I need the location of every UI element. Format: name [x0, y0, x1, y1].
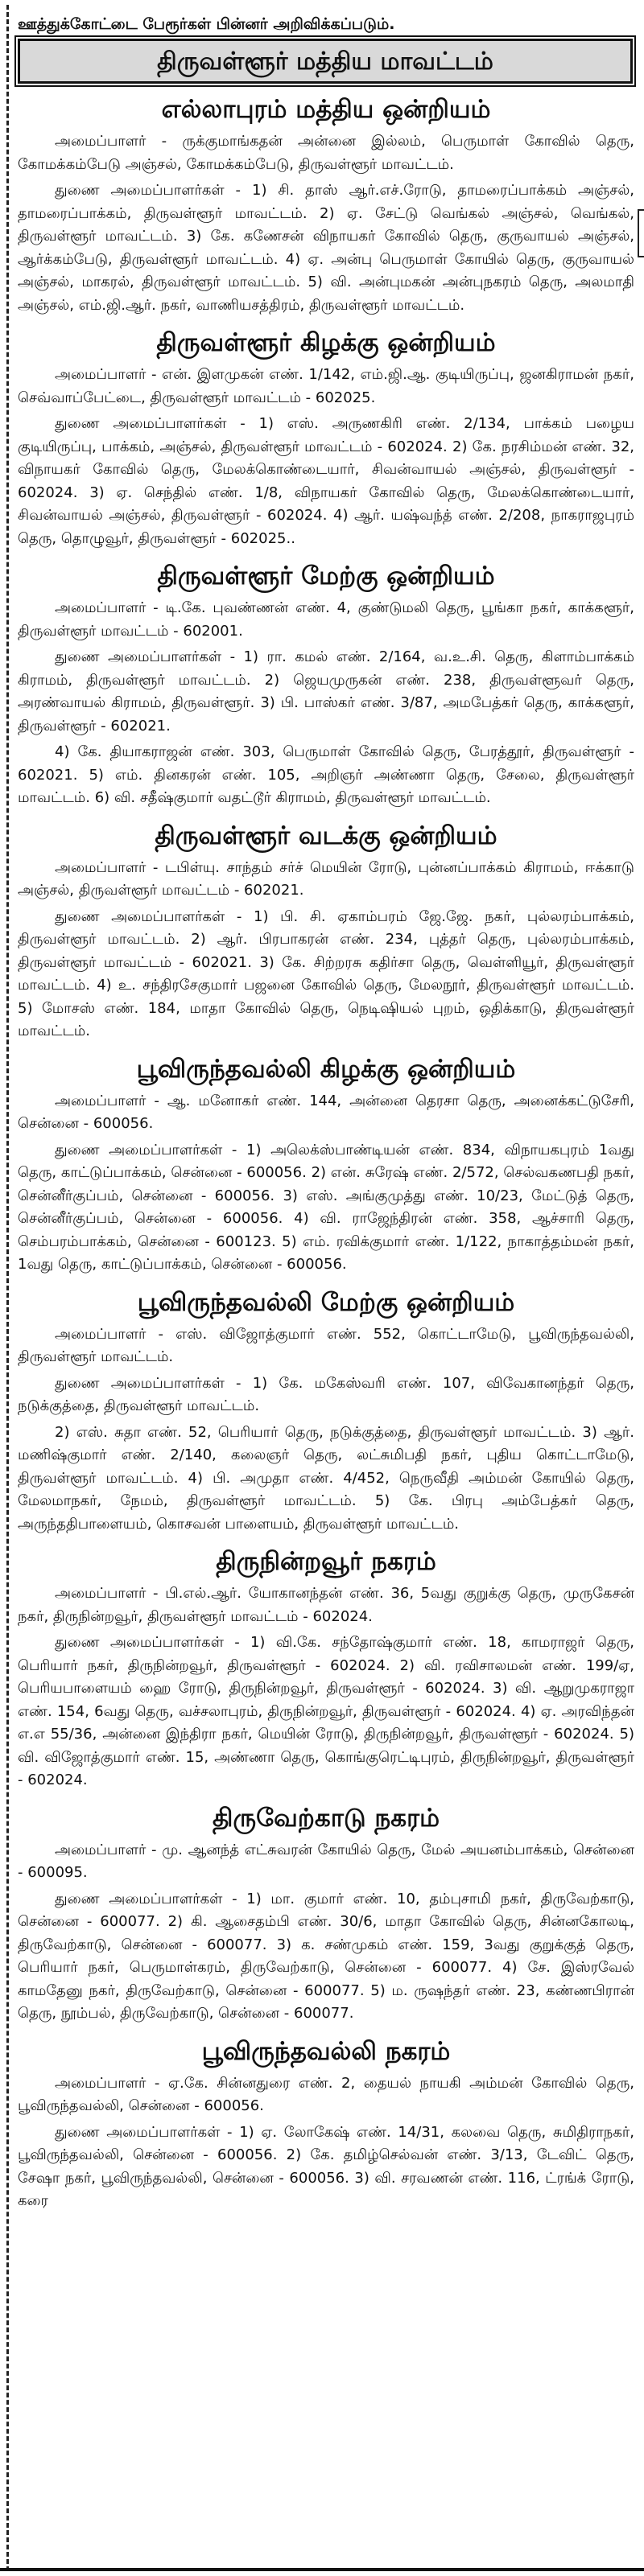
section [18, 92, 634, 317]
section-paragraph: அமைப்பாளர் - டி.கே. புவண்ணன் எண். 4, குண்டுமலி தெரு, பூங்கா நகர், காக்களூர், திருவள்ளூர் மாவட்டம் - 602001. [18, 599, 634, 640]
section-paragraph: துணை அமைப்பாளர்கள் - 1) எஸ். அருணகிரி எண். 2/134, பாக்கம் பழைய குடியிருப்பு, பாக்கம், அஞ்சல், திருவள்ளூர் மாவட்டம் - 602024. 2) கே. நரசிம்மன் எண். 32, விநாயகர் கோவில் தெரு, மேலக்கொண்டையார், சிவன்வாயல் அஞ்சல், திருவள்ளூர் - 602024. 3) ஏ. செந்தில் எண். 1/8, விநாயகர் கோவில் தெரு, மேலக்கொண்டையார், சிவன்வாயல் அஞ்சல், திருவள்ளூர் - 602024. 4) ஆர். யஷ்வந்த் எண். 2/208, நாகராஜபுரம் தெரு, தொழுவூர், திருவள்ளூர் - 602025.. [18, 415, 634, 547]
section-paragraph: துணை அமைப்பாளர்கள் - 1) ஏ. லோகேஷ் எண். 14/31, கலவை தெரு, சுமிதிராநகர், பூவிருந்தவல்லி, சென்னை - 600056. 2) கே. தமிழ்செல்வன் எண். 3/13, டேவிட் தெரு, சேஷா நகர், பூவிருந்தவல்லி, சென்னை - 600056. 3) வி. சரவணன் எண். 116, ட்ரங்க் ரோடு, கரை [18, 2123, 634, 2209]
section-paragraph: அமைப்பாளர் - பி.எல்.ஆர். யோகானந்தன் எண். 36, 5வது குறுக்கு தெரு, முருகேசன் நகர், திருநின்றவூர், திருவள்ளூர் மாவட்டம் - 602024. [18, 1585, 634, 1625]
section [18, 1800, 634, 2026]
district-title: திருவள்ளூர் மத்திய மாவட்டம் [18, 39, 633, 84]
section-heading: திருவள்ளூர் வடக்கு ஒன்றியம் [155, 821, 497, 850]
section-heading: திருவள்ளூர் மேற்கு ஒன்றியம் [157, 562, 495, 591]
section-heading: திருவேற்காடு நகரம் [212, 1803, 440, 1833]
section-paragraph: துணை அமைப்பாளர்கள் - 1) அலெக்ஸ்பாண்டியன் எண். 834, விநாயகபுரம் 1வது தெரு, காட்டுப்பாக்கம், சென்னை - 600056. 2) என். சுரேஷ் எண். 2/572, செல்வகணபதி நகர், சென்னீர்குப்பம், சென்னை - 600056. 3) எஸ். அங்குமுத்து எண். 10/23, மேட்டுத் தெரு, சென்னீர்குப்பம், சென்னை - 600056. 4) வி. ராஜேந்திரன் எண். 358, ஆச்சாரி தெரு, செம்பரம்பாக்கம், சென்னை - 600123. 5) எம். ரவிக்குமார் எண். 1/122, நாகாத்தம்மன் நகர், 1வது தெரு, காட்டுப்பாக்கம், சென்னை - 600056. [18, 1141, 635, 1273]
section-paragraph: அமைப்பாளர் - டபிள்யு. சாந்தம் சர்ச் மெயின் ரோடு, புன்னப்பாக்கம் கிராமம், ஈக்காடு அஞ்சல், திருவள்ளூர் மாவட்டம் - 602021. [18, 858, 634, 899]
section [18, 2034, 634, 2213]
section-paragraph: துணை அமைப்பாளர்கள் - 1) வி.கே. சந்தோஷ்குமார் எண். 18, காமராஜர் தெரு, பெரியார் நகர், திருநின்றவூர், திருவள்ளூர் - 602024. 2) வி. ரவிசாலமன் எண். 199/ஏ, பெரியபாளையம் ஹை ரோடு, திருநின்றவூர், திருவள்ளூர் - 602024. 3) வி. ஆறுமுகராஜா எண். 154, 6வது தெரு, வச்சலாபுரம், திருநின்றவூர், திருவள்ளூர் - 602024. 4) ஏ. அரவிந்தன் எ.எ 55/36, அன்னை இந்திரா நகர், மெயின் ரோடு, திருநின்றவூர், திருவள்ளூர் - 602024. 5) வி. விஜோத்குமார் எண். 15, அண்ணா தெரு, கொங்குரெட்டிபுரம், திருநின்றவூர், திருவள்ளூர் - 602024. [18, 1634, 634, 1788]
column-edge-mark [638, 209, 644, 257]
section-paragraph: துணை அமைப்பாளர்கள் - 1) பி. சி. ஏகாம்பரம் ஜே.ஜே. நகர், புல்லரம்பாக்கம், திருவள்ளூர் மாவட்டம். 2) ஆர். பிரபாகரன் எண். 234, புத்தர் தெரு, புல்லரம்பாக்கம், திருவள்ளூர் மாவட்டம் - 602021. 3) கே. சிற்றரசு கதிர்சா தெரு, வெள்ளியூர், திருவள்ளூர் மாவட்டம். 4) உ. சந்திரசேகுமார் பஜனை கோவில் தெரு, மேலநூர், திருவள்ளூர் மாவட்டம். 5) மோசஸ் எண். 184, மாதா கோவில் தெரு, நெடிஷியல் புறம், ஒதிக்காடு, திருவள்ளூர் மாவட்டம். [18, 907, 634, 1039]
section-heading: பூவிருந்தவல்லி மேற்கு ஒன்றியம் [137, 1287, 515, 1317]
section [18, 325, 634, 550]
section-paragraph: அமைப்பாளர் - என். இளமுகன் எண். 1/142, எம்.ஜி.ஆ. குடியிருப்பு, ஜனகிராமன் நகர், செவ்வாப்பேட்டை, திருவள்ளூர் மாவட்டம் - 602025. [18, 366, 634, 406]
bottom-rule [0, 2568, 644, 2571]
section-paragraph: துணை அமைப்பாளர்கள் - 1) சி. தாஸ் ஆர்.எச்.ரோடு, தாமரைப்பாக்கம் அஞ்சல், தாமரைப்பாக்கம், திருவள்ளூர் மாவட்டம். 2) ஏ. சேட்டு வெங்கல் அஞ்சல், வெங்கல், திருவள்ளூர் மாவட்டம். 3) கே. கணேசன் விநாயகர் கோவில் தெரு, குருவாயல் அஞ்சல், ஆர்க்கம்பேடு, திருவள்ளூர் மாவட்டம். 4) ஏ. அன்பு பெருமாள் கோயில் தெரு, குருவாயல் அஞ்சல், மாகரல், திருவள்ளூர் மாவட்டம். 5) வி. அன்புமகன் அன்புநகரம் தெரு, அலமாதி அஞ்சல், எம்.ஜி.ஆர். நகர், வாணியசத்திரம், திருவள்ளூர் மாவட்டம். [18, 182, 634, 314]
section-heading: திருவள்ளூர் கிழக்கு ஒன்றியம் [156, 328, 496, 357]
section [18, 558, 634, 810]
section-paragraph: துணை அமைப்பாளர்கள் - 1) ரா. கமல் எண். 2/164, வ.உ.சி. தெரு, கிளாம்பாக்கம் கிராமம், திருவள்ளூர் மாவட்டம். 2) ஜெயமுருகன் எண். 238, திருவள்ளூவர் தெரு, அரண்வாயல் கிராமம், திருவள்ளூர். 3) பி. பாஸ்கர் எண். 3/87, அமபேத்கர் தெரு, காக்களூர், திருவள்ளூர் - 602021. [18, 648, 634, 735]
section [18, 1544, 634, 1792]
section-paragraph: அமைப்பாளர் - எஸ். விஜோத்குமார் எண். 552, கொட்டாமேடு, பூவிருந்தவல்லி, திருவள்ளூர் மாவட்டம். [18, 1325, 634, 1365]
section [18, 818, 634, 1043]
section-heading: எல்லாபுரம் மத்திய ஒன்றியம் [161, 95, 491, 124]
sections-container [14, 92, 638, 2213]
section [18, 1051, 634, 1277]
dashed-cut-line [6, 5, 9, 2571]
section-heading: திருநின்றவூர் நகரம் [216, 1547, 436, 1576]
section [18, 1285, 634, 1537]
intro-line-cut [14, 0, 638, 14]
section-paragraph: அமைப்பாளர் - ருக்குமாங்கதன் அன்னை இல்லம், பெருமாள் கோவில் தெரு, கோமக்கம்பேடு அஞ்சல், கோமக்கம்பேடு, திருவள்ளூர் மாவட்டம். [18, 133, 634, 173]
section-paragraph: 4) கே. தியாகராஜன் எண். 303, பெருமாள் கோவில் தெரு, பேரத்தூர், திருவள்ளூர் - 602021. 5) எம். தினகரன் எண். 105, அறிஞர் அண்ணா தெரு, சேலை, திருவள்ளூர் மாவட்டம். 6) வி. சதீஷ்குமார் வதட்டூர் கிராமம், திருவள்ளூர் மாவட்டம். [18, 743, 634, 806]
section-paragraph: துணை அமைப்பாளர்கள் - 1) கே. மகேஸ்வரி எண். 107, விவேகானந்தர் தெரு, நடுக்குத்தை, திருவள்ளூர் மாவட்டம். [18, 1374, 634, 1414]
section-paragraph: அமைப்பாளர் - ஆ. மனோகர் எண். 144, அன்னை தெரசா தெரு, அனைக்கட்டுசேரி, சென்னை - 600056. [18, 1092, 634, 1132]
section-paragraph: அமைப்பாளர் - ஏ.கே. சின்னதுரை எண். 2, தையல் நாயகி அம்மன் கோவில் தெரு, பூவிருந்தவல்லி, சென்னை - 600056. [18, 2074, 634, 2114]
intro-line: ஊத்துக்கோட்டை பேரூர்கள் பின்னர் அறிவிக்கப்படும். [18, 15, 395, 33]
section-paragraph: துணை அமைப்பாளர்கள் - 1) மா. குமார் எண். 10, தம்புசாமி நகர், திருவேற்காடு, சென்னை - 600077. 2) கி. ஆசைதம்பி எண். 30/6, மாதா கோவில் தெரு, சின்னகோலடி, திருவேற்காடு, சென்னை - 600077. 3) க. சண்முகம் எண். 159, 3வது குறுக்குத் தெரு, பெரியார் நகர், பெருமாள்கரம், திருவேற்காடு, சென்னை - 600077. 4) சே. இஸ்ரவேல் காமதேனு நகர், திருவேற்காடு, சென்னை - 600077. 5) ம. ருஷந்தர் எண். 23, கண்ணபிரான் தெரு, நூம்பல், திருவேற்காடு, சென்னை - 600077. [18, 1890, 634, 2022]
section-heading: பூவிருந்தவல்லி நகரம் [201, 2036, 451, 2066]
section-heading: பூவிருந்தவல்லி கிழக்கு ஒன்றியம் [136, 1054, 516, 1084]
section-paragraph: 2) எஸ். சுதா எண். 52, பெரியார் தெரு, நடுக்குத்தை, திருவள்ளூர் மாவட்டம். 3) ஆர். மணிஷ்குமார் எண். 2/140, கலைஞர் தெரு, லட்சுமிபதி நகர், புதிய கொட்டாமேடு, திருவள்ளூர் மாவட்டம். 4) பி. அமுதா எண். 4/452, நெருவீதி அம்மன் கோயில் தெரு, மேலமாநகர், நேமம், திருவள்ளூர் மாவட்டம். 5) கே. பிரபு அம்பேத்கர் தெரு, அருந்ததிபாளையம், கொசவன் பாளையம், திருவள்ளூர் மாவட்டம். [18, 1423, 634, 1533]
section-paragraph: அமைப்பாளர் - மு. ஆனந்த் எட்சுவரன் கோயில் தெரு, மேல் அயனம்பாக்கம், சென்னை - 600095. [18, 1841, 634, 1881]
